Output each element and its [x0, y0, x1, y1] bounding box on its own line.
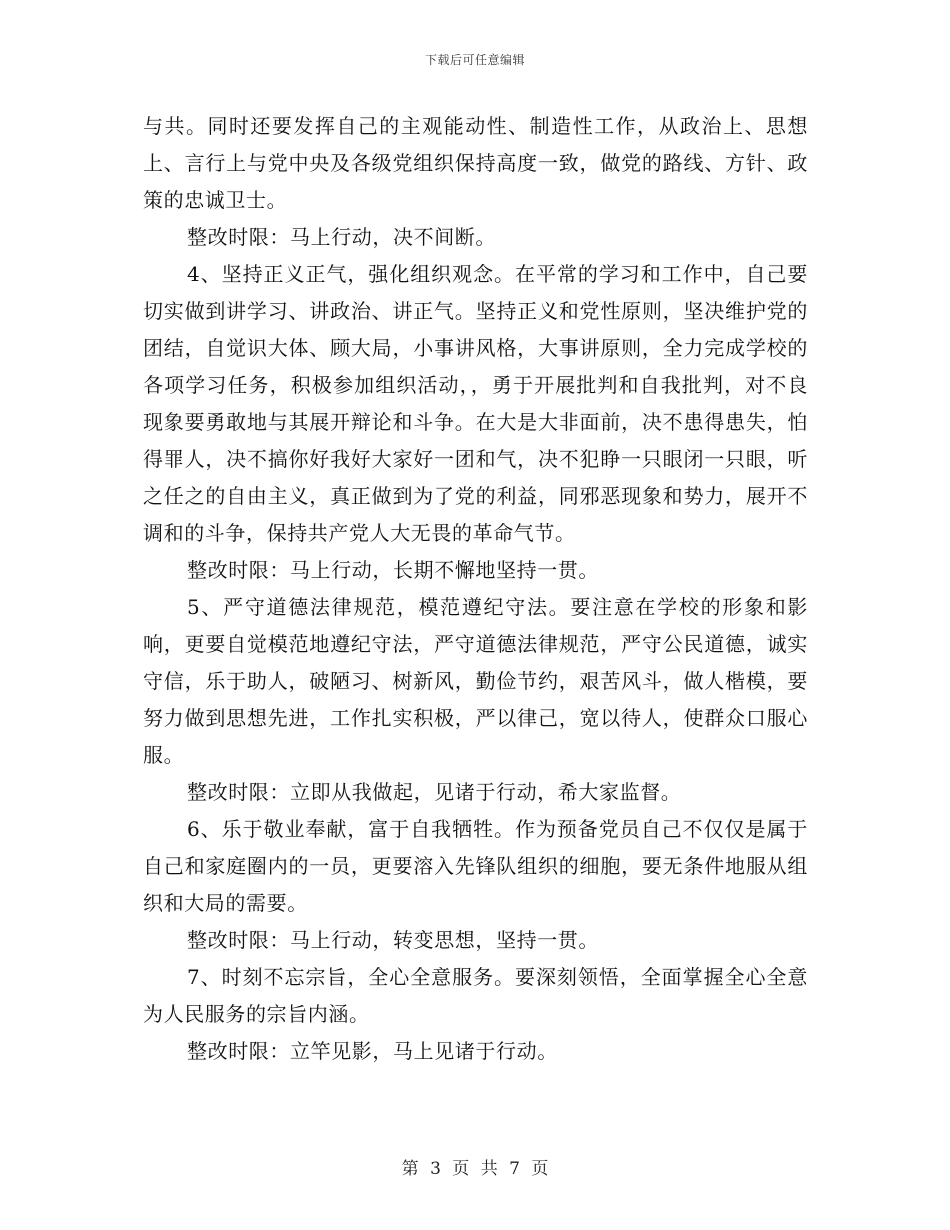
paragraph-item-4: 4、坚持正义正气，强化组织观念。在平常的学习和工作中，自己要切实做到讲学习、讲政治、讲正气。坚持正义和党性原则，坚决维护党的团结，自觉识大体、顾大局，小事讲风格，大事讲原则，全力完成学校的各项学习任务，积极参加组织活动，，勇于开展批判和自我批判，对不良现象要勇敢地与其展开辩论和斗争。在大是大非面前，决不患得患失，怕得罪人，决不搞你好我好大家好一团和气，决不犯睁一只眼闭一只眼，听之任之的自由主义，真正做到为了党的利益，同邪恶现象和势力，展开不调和的斗争，保持共产党人大无畏的革命气节。 [143, 262, 808, 545]
paragraph-deadline-5: 整改时限：立即从我做起，见诸于行动，希大家监督。 [187, 780, 682, 804]
paragraph-deadline-1: 整改时限：马上行动，决不间断。 [187, 225, 496, 249]
page-number-footer: 第 3 页 共 7 页 [401, 1159, 549, 1179]
paragraph-item-6: 6、乐于敬业奉献，富于自我牺牲。作为预备党员自己不仅仅是属于自己和家庭圈内的一员，更要溶入先锋队组织的细胞，要无条件地服从组织和大局的需要。 [143, 817, 808, 915]
paragraph-deadline-4: 整改时限：马上行动，长期不懈地坚持一贯。 [187, 558, 599, 582]
page-header: 下载后可任意编辑 [424, 53, 525, 67]
document-body [143, 108, 808, 1070]
paragraph-item-5: 5、严守道德法律规范，模范遵纪守法。要注意在学校的形象和影响，更要自觉模范地遵纪守法，严守道德法律规范，严守公民道德，诚实守信，乐于助人，破陋习、树新风，勤俭节约，艰苦风斗，做人楷模，要努力做到思想先进，工作扎实积极，严以律己，宽以待人，使群众口服心服。 [143, 595, 808, 767]
paragraph-item-7: 7、时刻不忘宗旨，全心全意服务。要深刻领悟，全面掌握全心全意为人民服务的宗旨内涵。 [143, 965, 808, 1026]
paragraph-deadline-6: 整改时限：马上行动，转变思想，坚持一贯。 [187, 928, 599, 952]
paragraph-deadline-7: 整改时限：立竿见影，马上见诸于行动。 [187, 1039, 558, 1063]
paragraph-continuation: 与共。同时还要发挥自己的主观能动性、制造性工作，从政治上、思想上、言行上与党中央及各级党组织保持高度一致，做党的路线、方针、政策的忠诚卫士。 [143, 114, 808, 212]
